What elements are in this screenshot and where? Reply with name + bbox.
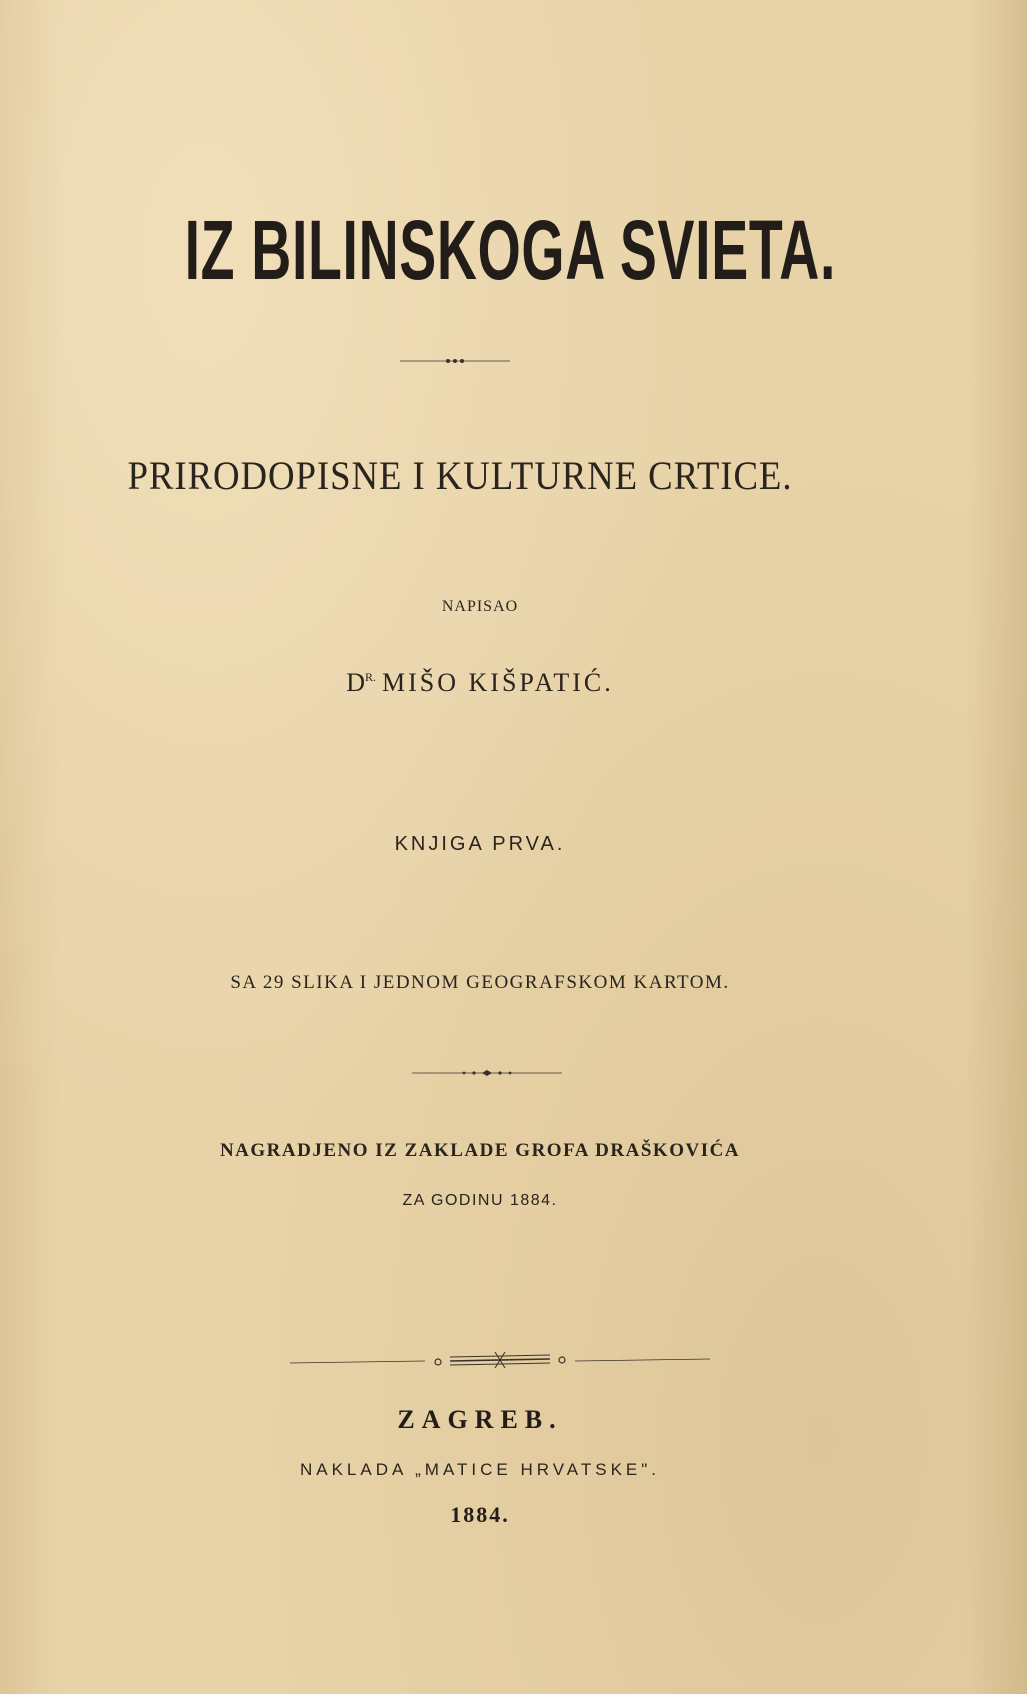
author-title-suffix: R. (365, 670, 377, 684)
author-title-prefix: D (346, 668, 365, 697)
book-title: IZ BILINSKOGA SVIETA. (184, 203, 837, 297)
author-name (0, 668, 960, 698)
illustrations-note: SA 29 SLIKA I JEDNOM GEOGRAFSKOM KARTOM. (230, 972, 730, 993)
publisher-line: NAKLADA „MATICE HRVATSKE". (299, 1460, 661, 1479)
book-subtitle: PRIRODOPISNE I KULTURNE CRTICE. (127, 453, 793, 498)
divider-ornament-bottom (290, 1348, 710, 1374)
divider-ornament-top (400, 356, 510, 366)
publication-city: ZAGREB. (397, 1405, 563, 1434)
byline-label: NAPISAO (441, 598, 519, 615)
author-name-text: MIŠO KIŠPATIĆ. (382, 668, 614, 697)
divider-ornament-middle (412, 1068, 562, 1078)
volume-label: KNJIGA PRVA. (394, 833, 566, 855)
award-year: ZA GODINU 1884. (402, 1192, 558, 1209)
award-statement: NAGRADJENO IZ ZAKLADE GROFA DRAŠKOVIĆA (219, 1140, 741, 1161)
publication-year: 1884. (450, 1502, 510, 1527)
